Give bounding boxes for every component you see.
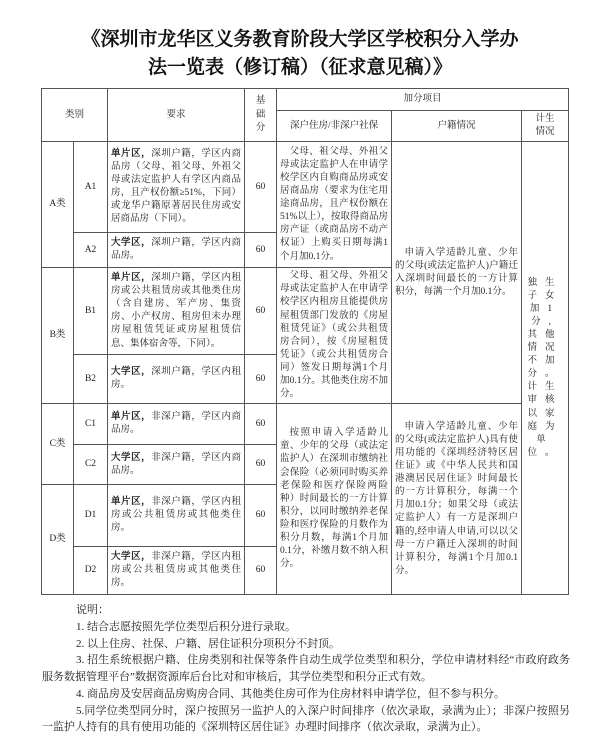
bonus-housing-b-cell: 父母、祖父母、外祖父母或法定监护人在申请学校学区内租房且能提供房屋租赁部门发放的《房屋租赁凭证》（或公共租赁房合同），按《房屋租赁凭证》（或公共租赁房合同）签发日期每满1个月加0.1分。其他类住房不加分。 (277, 268, 392, 404)
category-b-cell: B类 (42, 268, 74, 404)
code-d2-cell: D2 (74, 547, 108, 595)
requirement-d1-cell: 单片区，非深户籍，学区内租房或公共租赁房或其他类住房。 (108, 485, 245, 547)
note-item-3: 3. 招生系统根据户籍、住房类别和社保等条件自动生成学位类型和积分，学位申请材料经“市政府政务服务数据管理平台”数据资源库后台比对和审核后，其学位类型和积分正式有效。 (42, 654, 570, 684)
bonus-hukou-ab-cell: 申请入学适龄儿童、少年的父母(或法定监护人)户籍迁入深圳时间最长的一方计算积分，每满一个月加0.1分。 (392, 142, 522, 404)
code-c2-cell: C2 (74, 445, 108, 485)
requirement-b2-cell: 大学区，深圳户籍，学区内租房。 (108, 355, 245, 404)
base-score-d1-cell: 60 (245, 485, 277, 547)
bonus-housing-a-cell: 父母、祖父母、外祖父母或法定监护人在申请学校学区内自购商品房或安居商品房（要求为住宅用途商品房，且产权份额在51%以上），按取得商品房房产证（或商品房不动产权证）上购买日期每满1个月加0.1分。 (277, 142, 392, 268)
base-score-d2-cell: 60 (245, 547, 277, 595)
requirement-c1-cell: 单片区，非深户籍，学区内商品房。 (108, 404, 245, 445)
bonus-social-cd-cell: 按照申请入学适龄儿童、少年的父母（或法定监护人）在深圳市缴纳社会保险（必须同时购买养老保险和医疗保险两险种）时间最长的一方计算积分，以同时缴纳养老保险和医疗保险的月数作为积分月数，每满1个月加0.1分，补缴月数不纳入积分。 (277, 404, 392, 595)
base-score-b1-cell: 60 (245, 268, 277, 355)
header-base-score: 基础分 (245, 89, 277, 142)
bonus-hukou-cd-cell: 申请入学适龄儿童、少年的父母(或法定监护人)具有使用功能的《深圳经济特区居住证》或《中华人民共和国港澳居民居住证》时间最长的一方计算积分，每满一个月加0.1分；如果父母（或法定监护人）有一方是深圳户籍的,经申请人申请,可以以父母一方户籍迁入深圳的时间计算积分，每满1个月加0.1分。 (392, 404, 522, 595)
requirement-d2-cell: 大学区，非深户籍，学区内租房或公共租赁房或其他类住房。 (108, 547, 245, 595)
code-a2-cell: A2 (74, 233, 108, 268)
code-b2-cell: B2 (74, 355, 108, 404)
category-c-cell: C类 (42, 404, 74, 485)
table-row-a1 (42, 142, 569, 233)
base-score-b2-cell: 60 (245, 355, 277, 404)
base-score-c1-cell: 60 (245, 404, 277, 445)
notes-label: 说明： (76, 604, 109, 617)
note-item-5: 5.同学位类型同分时，深户按照另一监护人的入深户时间排序（依次录取，录满为止）；非深户按照另一监护人持有的具有使用功能的《深圳特区居住证》办理时间排序（依次录取，录满为止）。 (42, 704, 570, 734)
base-score-a1-cell: 60 (245, 142, 277, 233)
document-page (0, 26, 600, 753)
base-score-c2-cell: 60 (245, 445, 277, 485)
page-title (30, 26, 570, 82)
header-hukou: 户籍情况 (392, 111, 522, 142)
notes-section (42, 602, 570, 736)
table-row-c1 (42, 404, 569, 445)
code-b1-cell: B1 (74, 268, 108, 355)
base-score-a2-cell: 60 (245, 233, 277, 268)
header-category: 类别 (42, 89, 108, 142)
header-family-planning: 计生情况 (522, 111, 569, 142)
note-item-1: 1. 结合志愿按照先学位类型后积分进行录取。 (76, 621, 296, 634)
note-item-4: 4. 商品房及安居商品房购房合同、其他类住房可作为住房材料申请学位，但不参与积分。 (76, 687, 505, 700)
code-d1-cell: D1 (74, 485, 108, 547)
requirement-a2-cell: 大学区，深圳户籍，学区内商品房。 (108, 233, 245, 268)
requirement-b1-cell: 单片区，深圳户籍，学区内租房或公共租赁房或其他类住房（含自建房、军产房、集资房、小产权房、租房但未办理房屋租赁凭证或房屋租赁信息、集体宿舍等，下同）。 (108, 268, 245, 355)
code-a1-cell: A1 (74, 142, 108, 233)
page-title-line1: 《深圳市龙华区义务教育阶段大学区学校积分入学办 (81, 29, 519, 50)
page-title-line2: 法一览表（修订稿）（征求意见稿）》 (147, 57, 452, 78)
header-bonus-group: 加分项目 (277, 89, 569, 111)
header-requirement: 要求 (108, 89, 245, 142)
requirement-a1-cell: 单片区，深圳户籍，学区内商品房（父母、祖父母、外祖父母或法定监护人有学区内商品房，且产权份额≥51%，下同）或龙华户籍原著居民住房或安居商品房（下同）。 (108, 142, 245, 233)
category-d-cell: D类 (42, 485, 74, 595)
category-a-cell: A类 (42, 142, 74, 268)
bonus-family-planning-cell: 独生子女加1分,其他情况不加分。计生审核以家庭为单位。 (522, 142, 569, 595)
header-housing-social: 深户住房/非深户社保 (277, 111, 392, 142)
admission-points-table (41, 88, 569, 595)
code-c1-cell: C1 (74, 404, 108, 445)
requirement-c2-cell: 大学区，非深户籍，学区内商品房。 (108, 445, 245, 485)
note-item-2: 2. 以上住房、社保、户籍、居住证积分项积分不封顶。 (76, 637, 340, 650)
